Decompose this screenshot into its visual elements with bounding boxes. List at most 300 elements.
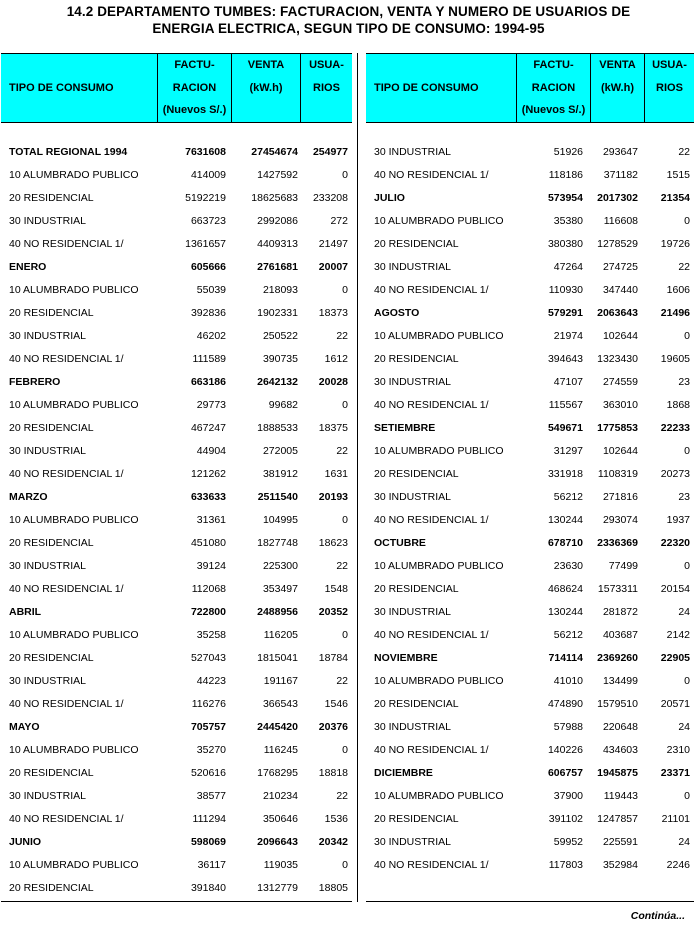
cell-tipo-consumo: 10 ALUMBRADO PUBLICO	[374, 675, 504, 687]
cell-facturacion: 605666	[190, 261, 226, 273]
cell-tipo-consumo: NOVIEMBRE	[374, 652, 438, 664]
cell-usuarios: 18805	[318, 882, 348, 894]
cell-tipo-consumo: 10 ALUMBRADO PUBLICO	[9, 284, 139, 296]
cell-tipo-consumo: JULIO	[374, 192, 405, 204]
cell-facturacion: 331918	[547, 468, 583, 480]
cell-facturacion: 140226	[547, 744, 583, 756]
table-row	[366, 854, 694, 877]
cell-venta: 2511540	[257, 491, 298, 503]
cell-facturacion: 56212	[553, 629, 583, 641]
cell-facturacion: 474890	[547, 698, 583, 710]
cell-tipo-consumo: 40 NO RESIDENCIAL 1/	[374, 629, 489, 641]
cell-facturacion: 579291	[547, 307, 583, 319]
cell-venta: 350646	[262, 813, 298, 825]
cell-venta: 1775853	[597, 422, 638, 434]
header-usuarios	[301, 54, 352, 122]
cell-venta: 1945875	[597, 767, 638, 779]
cell-venta: 293647	[602, 146, 638, 158]
header-facturacion-line2: RACION	[531, 81, 576, 94]
cell-venta: 2336369	[597, 537, 638, 549]
cell-venta: 2096643	[257, 836, 298, 848]
cell-venta: 2063643	[597, 307, 638, 319]
cell-tipo-consumo: 30 INDUSTRIAL	[9, 445, 87, 457]
cell-facturacion: 38577	[196, 790, 226, 802]
cell-venta: 353497	[262, 583, 298, 595]
cell-venta: 250522	[262, 330, 298, 342]
table-row	[1, 440, 352, 463]
table-row	[366, 739, 694, 762]
cell-facturacion: 116276	[191, 698, 226, 710]
cell-tipo-consumo: 10 ALUMBRADO PUBLICO	[9, 514, 139, 526]
cell-usuarios: 20028	[318, 376, 348, 388]
cell-usuarios: 23371	[660, 767, 690, 779]
cell-facturacion: 59952	[553, 836, 583, 848]
cell-facturacion: 35258	[196, 629, 226, 641]
cell-venta: 4409313	[257, 238, 298, 250]
table-row	[1, 302, 352, 325]
table-row	[366, 808, 694, 831]
cell-tipo-consumo: 30 INDUSTRIAL	[374, 146, 452, 158]
cell-usuarios: 24	[678, 606, 690, 618]
continua-note: Continúa...	[630, 910, 685, 922]
cell-tipo-consumo: 30 INDUSTRIAL	[374, 606, 452, 618]
cell-facturacion: 36117	[197, 859, 226, 871]
cell-usuarios: 18623	[318, 537, 348, 549]
cell-venta: 1579510	[597, 698, 638, 710]
header-facturacion-line3: (Nuevos S/.)	[162, 104, 227, 116]
cell-venta: 1108319	[597, 468, 638, 480]
cell-facturacion: 57988	[553, 721, 583, 733]
cell-tipo-consumo: 30 INDUSTRIAL	[9, 675, 87, 687]
cell-tipo-consumo: 30 INDUSTRIAL	[374, 261, 452, 273]
cell-venta: 281872	[602, 606, 638, 618]
cell-usuarios: 23	[678, 376, 690, 388]
cell-venta: 366543	[262, 698, 298, 710]
cell-venta: 403687	[602, 629, 638, 641]
cell-venta: 119443	[603, 790, 638, 802]
cell-facturacion: 23630	[553, 560, 583, 572]
cell-facturacion: 467247	[190, 422, 226, 434]
cell-facturacion: 678710	[547, 537, 583, 549]
cell-facturacion: 391840	[190, 882, 226, 894]
cell-venta: 218093	[262, 284, 298, 296]
cell-facturacion: 41010	[553, 675, 583, 687]
cell-venta: 1768295	[257, 767, 298, 779]
cell-tipo-consumo: 10 ALUMBRADO PUBLICO	[9, 859, 139, 871]
panel-divider	[357, 53, 358, 902]
table-row	[1, 325, 352, 348]
cell-usuarios: 22	[336, 675, 348, 687]
table-row	[366, 693, 694, 716]
cell-tipo-consumo: 40 NO RESIDENCIAL 1/	[374, 744, 489, 756]
header-facturacion-line2: RACION	[172, 81, 217, 94]
cell-usuarios: 22	[336, 445, 348, 457]
cell-usuarios: 20376	[318, 721, 348, 733]
left-table-body	[1, 123, 352, 900]
cell-tipo-consumo: OCTUBRE	[374, 537, 426, 549]
cell-facturacion: 663723	[190, 215, 226, 227]
cell-usuarios: 233208	[312, 192, 348, 204]
cell-usuarios: 0	[342, 399, 348, 411]
cell-usuarios: 0	[342, 859, 348, 871]
cell-tipo-consumo: 20 RESIDENCIAL	[9, 652, 94, 664]
cell-facturacion: 51926	[553, 146, 583, 158]
header-venta-line2: (kW.h)	[601, 81, 634, 94]
header-tipo-consumo: TIPO DE CONSUMO	[9, 82, 114, 94]
table-row	[366, 831, 694, 854]
cell-venta: 371182	[603, 169, 638, 181]
header-facturacion-line1: FACTU-	[174, 59, 215, 71]
cell-tipo-consumo: JUNIO	[9, 836, 42, 848]
table-row	[366, 624, 694, 647]
table-row-period	[1, 601, 352, 624]
cell-usuarios: 22905	[660, 652, 690, 664]
cell-facturacion: 115567	[548, 399, 583, 411]
cell-facturacion: 1361657	[185, 238, 226, 250]
cell-usuarios: 1548	[324, 583, 348, 595]
cell-venta: 134499	[602, 675, 638, 687]
cell-tipo-consumo: 40 NO RESIDENCIAL 1/	[9, 813, 124, 825]
cell-tipo-consumo: 20 RESIDENCIAL	[9, 307, 94, 319]
cell-usuarios: 0	[684, 215, 690, 227]
cell-usuarios: 272	[330, 215, 348, 227]
cell-usuarios: 0	[342, 629, 348, 641]
cell-facturacion: 39124	[196, 560, 226, 572]
cell-venta: 2445420	[257, 721, 298, 733]
table-row-period	[1, 716, 352, 739]
cell-facturacion: 722800	[190, 606, 226, 618]
right-table-body	[366, 123, 694, 877]
cell-venta: 1323430	[597, 353, 638, 365]
cell-usuarios: 1606	[666, 284, 690, 296]
table-row	[366, 210, 694, 233]
cell-venta: 352984	[602, 859, 638, 871]
cell-venta: 271816	[602, 491, 638, 503]
cell-usuarios: 20342	[318, 836, 348, 848]
cell-usuarios: 20273	[660, 468, 690, 480]
table-row	[366, 440, 694, 463]
header-facturacion	[517, 54, 590, 122]
cell-venta: 274559	[602, 376, 638, 388]
table-row	[1, 210, 352, 233]
table-row	[366, 555, 694, 578]
cell-facturacion: 118186	[548, 169, 583, 181]
cell-usuarios: 1937	[666, 514, 690, 526]
cell-usuarios: 1612	[324, 353, 348, 365]
cell-facturacion: 549671	[547, 422, 583, 434]
cell-usuarios: 18373	[318, 307, 348, 319]
cell-tipo-consumo: 30 INDUSTRIAL	[9, 215, 87, 227]
cell-usuarios: 22320	[660, 537, 690, 549]
cell-tipo-consumo: 20 RESIDENCIAL	[9, 192, 94, 204]
header-facturacion	[158, 54, 231, 122]
cell-facturacion: 391102	[548, 813, 583, 825]
bottom-rule-right	[366, 901, 694, 902]
cell-tipo-consumo: 20 RESIDENCIAL	[374, 813, 459, 825]
cell-usuarios: 2246	[666, 859, 690, 871]
cell-tipo-consumo: MARZO	[9, 491, 48, 503]
table-row	[1, 164, 352, 187]
cell-venta: 293074	[602, 514, 638, 526]
cell-facturacion: 111589	[192, 353, 226, 365]
cell-tipo-consumo: 20 RESIDENCIAL	[374, 698, 459, 710]
left-table	[1, 53, 352, 900]
cell-usuarios: 1536	[324, 813, 348, 825]
cell-facturacion: 520616	[190, 767, 226, 779]
table-row	[1, 233, 352, 256]
cell-facturacion: 5192219	[185, 192, 226, 204]
cell-tipo-consumo: 10 ALUMBRADO PUBLICO	[374, 790, 504, 802]
cell-facturacion: 392836	[190, 307, 226, 319]
cell-tipo-consumo: 10 ALUMBRADO PUBLICO	[374, 330, 504, 342]
cell-tipo-consumo: 40 NO RESIDENCIAL 1/	[9, 583, 124, 595]
cell-tipo-consumo: 40 NO RESIDENCIAL 1/	[9, 353, 124, 365]
table-row	[1, 785, 352, 808]
table-row	[366, 371, 694, 394]
cell-usuarios: 0	[684, 790, 690, 802]
cell-venta: 2642132	[257, 376, 298, 388]
cell-venta: 2761681	[257, 261, 298, 273]
cell-venta: 347440	[602, 284, 638, 296]
cell-usuarios: 22	[336, 330, 348, 342]
cell-tipo-consumo: 30 INDUSTRIAL	[9, 790, 87, 802]
cell-usuarios: 19605	[660, 353, 690, 365]
header-usuarios-line1: USUA-	[652, 59, 687, 71]
cell-tipo-consumo: 20 RESIDENCIAL	[9, 882, 94, 894]
cell-tipo-consumo: 20 RESIDENCIAL	[374, 468, 459, 480]
table-row-period	[366, 302, 694, 325]
table-row-period	[1, 256, 352, 279]
cell-venta: 274725	[602, 261, 638, 273]
table-row-period	[1, 486, 352, 509]
cell-tipo-consumo: 40 NO RESIDENCIAL 1/	[374, 399, 489, 411]
cell-usuarios: 20571	[660, 698, 690, 710]
cell-tipo-consumo: 10 ALUMBRADO PUBLICO	[374, 215, 504, 227]
cell-usuarios: 20007	[318, 261, 348, 273]
cell-usuarios: 0	[342, 744, 348, 756]
cell-facturacion: 46202	[196, 330, 226, 342]
table-row	[1, 854, 352, 877]
cell-venta: 102644	[602, 330, 638, 342]
cell-facturacion: 380380	[547, 238, 583, 250]
table-row	[1, 279, 352, 302]
cell-venta: 99682	[268, 399, 298, 411]
cell-venta: 1815041	[257, 652, 298, 664]
cell-facturacion: 633633	[190, 491, 226, 503]
cell-venta: 102644	[602, 445, 638, 457]
cell-venta: 1827748	[257, 537, 298, 549]
cell-facturacion: 527043	[190, 652, 226, 664]
cell-tipo-consumo: 40 NO RESIDENCIAL 1/	[9, 238, 124, 250]
cell-usuarios: 22	[678, 146, 690, 158]
cell-usuarios: 22	[336, 790, 348, 802]
cell-facturacion: 55039	[196, 284, 226, 296]
cell-tipo-consumo: ABRIL	[9, 606, 42, 618]
right-table	[366, 53, 694, 877]
table-row	[366, 716, 694, 739]
left-table-header	[1, 53, 352, 123]
cell-facturacion: 130244	[547, 514, 583, 526]
table-row-period	[1, 371, 352, 394]
table-row	[1, 693, 352, 716]
right-table-header	[366, 53, 694, 123]
title-line-2: ENERGIA ELECTRICA, SEGUN TIPO DE CONSUMO: 1994-95	[152, 21, 545, 36]
cell-tipo-consumo: 40 NO RESIDENCIAL 1/	[374, 284, 489, 296]
cell-venta: 116608	[603, 215, 638, 227]
table-row	[1, 808, 352, 831]
page-title	[0, 3, 697, 37]
cell-tipo-consumo: 40 NO RESIDENCIAL 1/	[374, 514, 489, 526]
cell-facturacion: 394643	[547, 353, 583, 365]
table-row	[1, 877, 352, 900]
header-venta-line1: VENTA	[599, 59, 636, 71]
cell-venta: 434603	[602, 744, 638, 756]
cell-tipo-consumo: SETIEMBRE	[374, 422, 436, 434]
table-row-period	[366, 187, 694, 210]
table-row	[366, 463, 694, 486]
title-line-1: 14.2 DEPARTAMENTO TUMBES: FACTURACION, VENTA Y NUMERO DE USUARIOS DE	[66, 4, 631, 19]
cell-venta: 116205	[263, 629, 298, 641]
header-venta-line2: (kW.h)	[249, 81, 283, 94]
cell-venta: 104995	[262, 514, 298, 526]
cell-usuarios: 24	[678, 836, 690, 848]
cell-usuarios: 24	[678, 721, 690, 733]
cell-venta: 18625683	[251, 192, 298, 204]
cell-tipo-consumo: 10 ALUMBRADO PUBLICO	[374, 560, 504, 572]
cell-usuarios: 0	[684, 445, 690, 457]
cell-facturacion: 451080	[190, 537, 226, 549]
cell-tipo-consumo: FEBRERO	[9, 376, 61, 388]
cell-facturacion: 37900	[553, 790, 583, 802]
header-facturacion-line3: (Nuevos S/.)	[521, 104, 586, 116]
cell-usuarios: 21354	[660, 192, 690, 204]
header-usuarios-line2: RIOS	[313, 81, 340, 94]
cell-tipo-consumo: DICIEMBRE	[374, 767, 433, 779]
cell-tipo-consumo: ENERO	[9, 261, 47, 273]
table-row	[366, 325, 694, 348]
table-row	[366, 256, 694, 279]
cell-venta: 363010	[602, 399, 638, 411]
cell-usuarios: 22233	[660, 422, 690, 434]
cell-tipo-consumo: 30 INDUSTRIAL	[374, 491, 452, 503]
cell-usuarios: 23	[678, 491, 690, 503]
cell-usuarios: 0	[684, 560, 690, 572]
cell-tipo-consumo: 20 RESIDENCIAL	[9, 767, 94, 779]
table-row	[366, 578, 694, 601]
header-venta	[232, 54, 300, 122]
cell-usuarios: 22	[678, 261, 690, 273]
cell-tipo-consumo: 10 ALUMBRADO PUBLICO	[9, 744, 139, 756]
cell-tipo-consumo: 10 ALUMBRADO PUBLICO	[9, 629, 139, 641]
cell-facturacion: 130244	[547, 606, 583, 618]
cell-venta: 210234	[262, 790, 298, 802]
cell-tipo-consumo: TOTAL REGIONAL 1994	[9, 146, 128, 158]
cell-venta: 191167	[263, 675, 298, 687]
table-row	[1, 348, 352, 371]
table-row	[1, 509, 352, 532]
table-row-period	[366, 647, 694, 670]
cell-facturacion: 414009	[190, 169, 226, 181]
table-row	[366, 348, 694, 371]
cell-venta: 390735	[262, 353, 298, 365]
cell-tipo-consumo: AGOSTO	[374, 307, 420, 319]
cell-facturacion: 44223	[196, 675, 226, 687]
cell-usuarios: 2142	[666, 629, 690, 641]
header-tipo-consumo: TIPO DE CONSUMO	[374, 82, 479, 94]
cell-facturacion: 112068	[191, 583, 226, 595]
table-row	[1, 463, 352, 486]
table-row	[366, 279, 694, 302]
cell-tipo-consumo: 20 RESIDENCIAL	[9, 422, 94, 434]
cell-venta: 220648	[602, 721, 638, 733]
cell-tipo-consumo: 30 INDUSTRIAL	[9, 330, 87, 342]
cell-usuarios: 18818	[318, 767, 348, 779]
cell-venta: 1888533	[257, 422, 298, 434]
cell-usuarios: 2310	[666, 744, 690, 756]
table-row-period	[1, 831, 352, 854]
cell-facturacion: 31361	[196, 514, 226, 526]
cell-usuarios: 0	[342, 514, 348, 526]
cell-usuarios: 18375	[318, 422, 348, 434]
cell-facturacion: 598069	[190, 836, 226, 848]
cell-tipo-consumo: 20 RESIDENCIAL	[374, 238, 459, 250]
cell-usuarios: 20193	[318, 491, 348, 503]
cell-facturacion: 110930	[548, 284, 583, 296]
cell-usuarios: 20154	[660, 583, 690, 595]
cell-venta: 1427592	[257, 169, 298, 181]
cell-tipo-consumo: 20 RESIDENCIAL	[374, 583, 459, 595]
cell-facturacion: 606757	[547, 767, 583, 779]
cell-usuarios: 0	[684, 330, 690, 342]
table-row	[366, 670, 694, 693]
cell-venta: 225300	[262, 560, 298, 572]
cell-facturacion: 573954	[547, 192, 583, 204]
table-row-period	[366, 417, 694, 440]
cell-venta: 1902331	[257, 307, 298, 319]
header-venta-line1: VENTA	[247, 59, 285, 71]
cell-usuarios: 18784	[318, 652, 348, 664]
table-row	[366, 141, 694, 164]
cell-tipo-consumo: 40 NO RESIDENCIAL 1/	[374, 169, 489, 181]
cell-tipo-consumo: 40 NO RESIDENCIAL 1/	[374, 859, 489, 871]
cell-usuarios: 1631	[324, 468, 348, 480]
table-row	[1, 670, 352, 693]
cell-tipo-consumo: 10 ALUMBRADO PUBLICO	[9, 169, 139, 181]
cell-facturacion: 31297	[553, 445, 583, 457]
table-row-period	[366, 762, 694, 785]
cell-usuarios: 21497	[318, 238, 348, 250]
table-row	[366, 601, 694, 624]
cell-facturacion: 7631608	[185, 146, 226, 158]
header-usuarios	[645, 54, 694, 122]
cell-facturacion: 29773	[196, 399, 226, 411]
cell-venta: 2488956	[257, 606, 298, 618]
cell-venta: 77499	[608, 560, 638, 572]
table-row-period	[366, 532, 694, 555]
cell-venta: 1573311	[597, 583, 638, 595]
bottom-rule-left	[1, 901, 352, 902]
cell-facturacion: 47107	[553, 376, 583, 388]
table-row	[1, 624, 352, 647]
cell-venta: 2992086	[257, 215, 298, 227]
cell-venta: 225591	[602, 836, 638, 848]
cell-facturacion: 468624	[547, 583, 583, 595]
header-venta	[591, 54, 644, 122]
table-row	[366, 486, 694, 509]
cell-usuarios: 22	[336, 560, 348, 572]
cell-venta: 272005	[262, 445, 298, 457]
cell-usuarios: 0	[684, 675, 690, 687]
